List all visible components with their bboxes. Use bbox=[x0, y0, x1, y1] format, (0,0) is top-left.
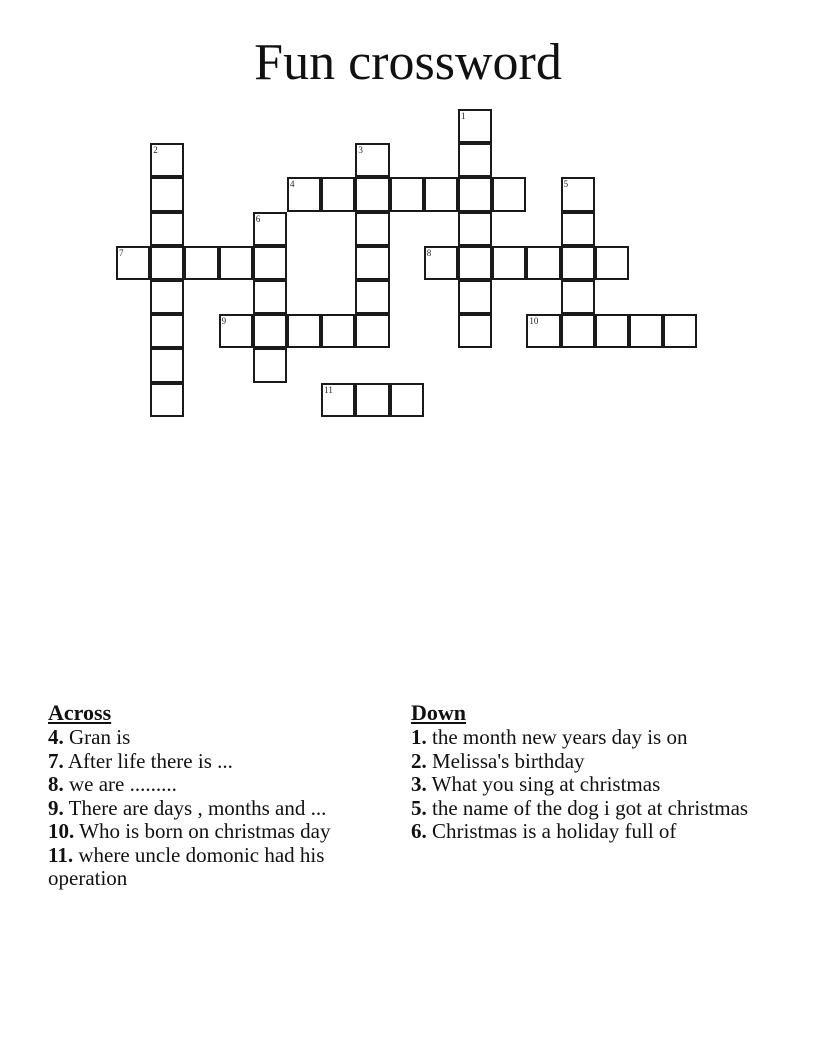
across-clues bbox=[48, 700, 378, 891]
grid-cell[interactable] bbox=[561, 280, 595, 314]
grid-cell[interactable] bbox=[253, 314, 287, 348]
grid-cell[interactable] bbox=[150, 177, 184, 211]
clue-text: Christmas is a holiday full of bbox=[432, 819, 677, 843]
clue-number: 6. bbox=[411, 819, 427, 843]
cell-number: 7 bbox=[119, 247, 124, 258]
page-title: Fun crossword bbox=[254, 34, 562, 91]
grid-cell[interactable] bbox=[321, 177, 355, 211]
clue-across-8 bbox=[48, 773, 378, 797]
grid-cell[interactable] bbox=[150, 143, 184, 177]
grid-cell[interactable] bbox=[629, 314, 663, 348]
clue-down-2 bbox=[411, 750, 751, 774]
clue-across-4 bbox=[48, 726, 378, 750]
clue-text: What you sing at christmas bbox=[431, 772, 661, 796]
grid-cell[interactable] bbox=[287, 177, 321, 211]
clue-number: 1. bbox=[411, 725, 427, 749]
grid-cell[interactable] bbox=[150, 246, 184, 280]
grid-cell[interactable] bbox=[287, 314, 321, 348]
grid-cell[interactable] bbox=[150, 314, 184, 348]
cell-number: 8 bbox=[426, 247, 432, 258]
cell-number: 4 bbox=[290, 179, 295, 190]
grid-cell[interactable] bbox=[355, 314, 389, 348]
clue-across-11 bbox=[48, 844, 378, 891]
cell-number: 1 bbox=[461, 111, 466, 121]
grid-cell[interactable] bbox=[253, 348, 287, 382]
clue-number: 7. bbox=[48, 748, 64, 773]
clue-down-6 bbox=[411, 820, 751, 844]
clue-down-3 bbox=[411, 773, 751, 797]
clue-down-5 bbox=[411, 797, 751, 821]
grid-cell[interactable] bbox=[219, 246, 253, 280]
grid-cell[interactable] bbox=[150, 212, 184, 246]
grid-cell[interactable] bbox=[458, 314, 492, 348]
clue-text: the month new years day is on bbox=[432, 725, 688, 749]
grid-cell[interactable] bbox=[458, 212, 492, 246]
grid-cell[interactable] bbox=[355, 246, 389, 280]
grid-cell[interactable] bbox=[458, 246, 492, 280]
grid-cell[interactable] bbox=[492, 246, 526, 280]
clue-down-1 bbox=[411, 726, 751, 750]
cell-number: 11 bbox=[324, 384, 333, 395]
clue-number: 8. bbox=[48, 772, 64, 796]
grid-cell[interactable] bbox=[116, 246, 150, 280]
grid-cell[interactable] bbox=[355, 280, 389, 314]
cell-number: 2 bbox=[153, 145, 158, 156]
grid-cell[interactable] bbox=[561, 212, 595, 246]
grid-cell[interactable] bbox=[424, 177, 458, 211]
grid-cell[interactable] bbox=[253, 246, 287, 280]
cell-number: 3 bbox=[358, 145, 363, 156]
grid-cell[interactable] bbox=[184, 246, 218, 280]
grid-cell[interactable] bbox=[253, 280, 287, 314]
cell-number: 5 bbox=[563, 179, 569, 190]
grid-cell[interactable] bbox=[595, 314, 629, 348]
across-heading: Across bbox=[48, 700, 112, 725]
clue-text: Gran is bbox=[69, 725, 131, 749]
grid-cell[interactable] bbox=[355, 383, 389, 417]
clue-number: 4. bbox=[48, 725, 64, 749]
grid-cell[interactable] bbox=[150, 348, 184, 382]
clue-number: 5. bbox=[411, 795, 427, 820]
clue-number: 11. bbox=[48, 842, 74, 867]
grid-cell[interactable] bbox=[492, 177, 526, 211]
grid-cell[interactable] bbox=[561, 246, 595, 280]
clue-number: 3. bbox=[411, 772, 427, 796]
grid-cell[interactable] bbox=[424, 246, 458, 280]
clue-number: 9. bbox=[48, 795, 64, 820]
grid-cell[interactable] bbox=[458, 177, 492, 211]
grid-cell[interactable] bbox=[458, 280, 492, 314]
cell-number: 10 bbox=[529, 316, 539, 327]
cell-number: 6 bbox=[255, 213, 261, 224]
cell-number: 9 bbox=[221, 316, 227, 327]
grid-cell[interactable] bbox=[561, 177, 595, 211]
grid-cell[interactable] bbox=[595, 246, 629, 280]
grid-cell[interactable] bbox=[561, 314, 595, 348]
grid-cell[interactable] bbox=[355, 177, 389, 211]
grid-cell[interactable] bbox=[458, 143, 492, 177]
grid-cell[interactable] bbox=[390, 177, 424, 211]
grid-cell[interactable] bbox=[458, 109, 492, 143]
grid-cell[interactable] bbox=[321, 314, 355, 348]
grid-cell[interactable] bbox=[355, 143, 389, 177]
grid-cell[interactable] bbox=[219, 314, 253, 348]
grid-cell[interactable] bbox=[150, 280, 184, 314]
clue-number: 10. bbox=[48, 819, 75, 843]
crossword-grid bbox=[117, 110, 717, 430]
grid-cell[interactable] bbox=[321, 383, 355, 417]
grid-cell[interactable] bbox=[355, 212, 389, 246]
clue-across-9 bbox=[48, 797, 378, 821]
clue-number: 2. bbox=[411, 748, 427, 773]
clue-text: Melissa's birthday bbox=[432, 748, 585, 773]
grid-cell[interactable] bbox=[390, 383, 424, 417]
grid-cell[interactable] bbox=[526, 314, 560, 348]
grid-cell[interactable] bbox=[663, 314, 697, 348]
grid-cell[interactable] bbox=[150, 383, 184, 417]
clue-text: the name of the dog i got at christmas bbox=[432, 795, 749, 820]
down-clues bbox=[411, 700, 751, 844]
clue-text: where uncle domonic had his operation bbox=[48, 842, 325, 890]
clue-text: There are days , months and ... bbox=[68, 795, 327, 820]
down-heading: Down bbox=[411, 700, 467, 725]
clue-across-10 bbox=[48, 820, 378, 844]
clue-text: we are ......... bbox=[69, 772, 177, 796]
clue-text: After life there is ... bbox=[67, 748, 233, 773]
grid-cell[interactable] bbox=[526, 246, 560, 280]
clue-across-7 bbox=[48, 750, 378, 774]
grid-cell[interactable] bbox=[253, 212, 287, 246]
clue-text: Who is born on christmas day bbox=[79, 819, 331, 843]
